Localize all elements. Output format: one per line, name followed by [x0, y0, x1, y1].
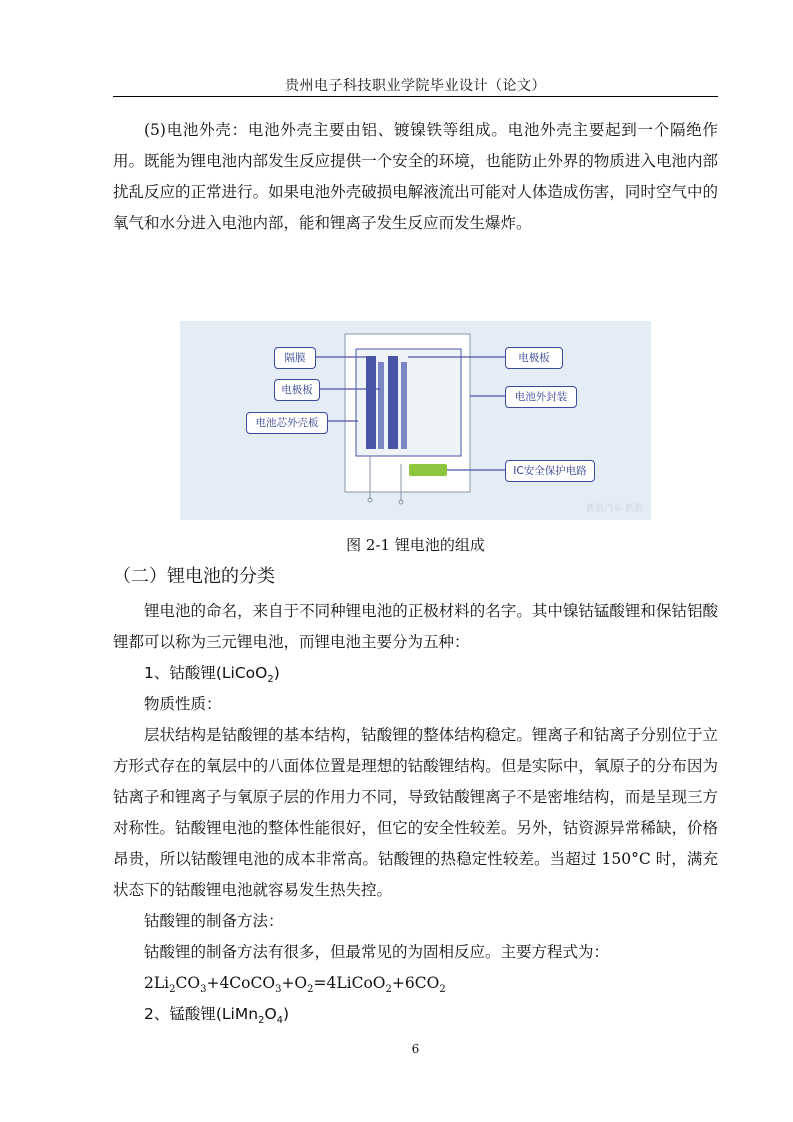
- item-1-heading: 1、钴酸锂(LiCoO$_2$): [144, 664, 280, 686]
- label-separator: 隔膜: [274, 347, 316, 369]
- prep-text: 钴酸锂的制备方法有很多，但最常见的为固相反应。主要方程式为：: [144, 943, 610, 961]
- paragraph-naming: 锂电池的命名，来自于不同种锂电池的正极材料的名字。其中镍钴锰酸锂和保钴铝酸锂都可以称为三元锂电池，而锂电池主要分为五种：: [113, 602, 718, 651]
- item-2-heading: 2、锰酸锂$(LiMn_2O_4)$: [144, 1005, 290, 1027]
- label-electrode-left: 电极板: [274, 379, 320, 401]
- page-number: 6: [411, 1042, 420, 1056]
- label-ic-protect: IC安全保护电路: [505, 460, 595, 482]
- label-core-shell: 电池芯外壳板: [246, 412, 328, 434]
- battery-diagram: [180, 321, 651, 520]
- header-rule: [113, 96, 718, 97]
- paragraph-properties: 层状结构是钴酸锂的基本结构，钴酸锂的整体结构稳定。锂离子和钴离子分别位于立方形式存在的氧层中的八面体位置是理想的钴酸锂结构。但是实际中，氧原子的分布因为钴离子和锂离子与氧原子层的作用力不同，导致钴酸锂离子不是密堆结构，而是呈现三方对称性。钴酸锂电池的整体性能很好，但它的安全性较差。另外，钴资源异常稀缺，价格昂贵，所以钴酸锂电池的成本非常高。钴酸锂的热稳定性较差。当超过 150°C 时，满充状态下的钴酸锂电池就容易发生热失控。: [113, 726, 718, 899]
- properties-label: 物质性质：: [144, 695, 222, 713]
- section-heading: （二）锂电池的分类: [113, 566, 275, 587]
- label-electrode-right: 电极板: [505, 347, 563, 369]
- label-outer-seal: 电池外封装: [505, 386, 577, 408]
- chemical-equation: $2Li_2CO_3+4CoCO_3+O_2=4LiCoO_2+6CO_2$: [144, 974, 446, 996]
- page-header: 贵州电子科技职业学院毕业设计（论文）: [285, 78, 546, 94]
- figure-watermark: 新浪汽车·新浪: [586, 504, 643, 514]
- prep-label: 钴酸锂的制备方法：: [144, 912, 284, 930]
- figure-caption: 图 2-1 锂电池的组成: [346, 536, 485, 554]
- paragraph-battery-shell: (5)电池外壳：电池外壳主要由铝、镀镍铁等组成。电池外壳主要起到一个隔绝作用。既能为锂电池内部发生反应提供一个安全的环境，也能防止外界的物质进入电池内部扰乱反应的正常进行。如果电池外壳破损电解液流出可能对人体造成伤害，同时空气中的氧气和水分进入电池内部，能和锂离子发生反应而发生爆炸。: [113, 121, 718, 232]
